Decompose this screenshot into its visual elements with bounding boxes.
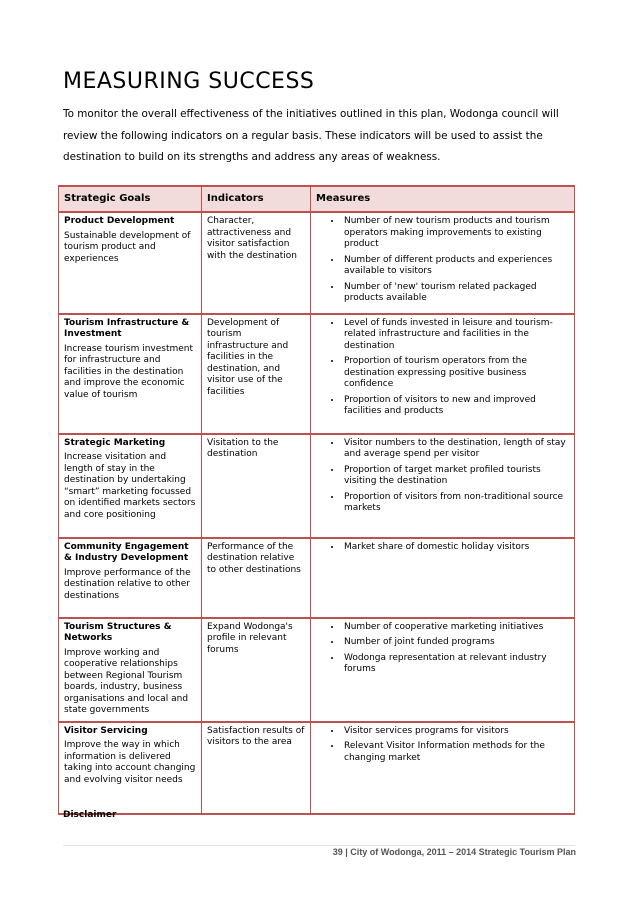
measure-item: • Relevant Visitor Information methods for the changing market bbox=[342, 741, 569, 764]
page-title: MEASURING SUCCESS bbox=[63, 69, 315, 94]
goal-title: Strategic Marketing bbox=[64, 437, 166, 448]
measure-item: • Proportion of visitors from non-traditional source markets bbox=[342, 492, 569, 515]
goal-title: Product Development bbox=[64, 216, 175, 226]
table-row bbox=[59, 618, 575, 722]
indicator-cell: Visitation to the destination bbox=[202, 434, 311, 538]
goal-description: Sustainable development of tourism product and experiences bbox=[64, 230, 191, 264]
measure-item: • Proportion of visitors to new and improved facilities and products bbox=[342, 395, 569, 418]
measures-cell bbox=[311, 314, 575, 434]
measures-list bbox=[316, 318, 569, 418]
measure-item: • Number of new tourism products and tourism operators making improvements to existing product bbox=[342, 216, 569, 251]
measure-item: • Number of different products and experiences available to visitors bbox=[342, 255, 569, 278]
header-measures: Measures bbox=[311, 186, 575, 212]
measure-item: • Number of cooperative marketing initiatives bbox=[342, 622, 569, 634]
goal-description: Improve the way in which information is delivered taking into account changing and evolving visitor needs bbox=[64, 740, 196, 785]
page-footer: 39 | City of Wodonga, 2011 – 2014 Strategic Tourism Plan bbox=[332, 847, 576, 857]
indicator-cell: Performance of the destination relative to other destinations bbox=[202, 538, 311, 618]
table-row bbox=[59, 434, 575, 538]
measure-item: • Proportion of target market profiled tourists visiting the destination bbox=[342, 465, 569, 488]
header-indicators: Indicators bbox=[202, 186, 311, 212]
goal-description: Improve performance of the destination relative to other destinations bbox=[64, 567, 191, 601]
indicator-cell: Development of tourism infrastructure and facilities in the destination, and visitor use of the facilities bbox=[202, 314, 311, 434]
measures-cell bbox=[311, 538, 575, 618]
measures-list bbox=[316, 438, 569, 515]
measure-item: • Proportion of tourism operators from the destination expressing positive business confidence bbox=[342, 356, 569, 391]
goal-title: Visitor Servicing bbox=[64, 725, 148, 736]
goal-cell bbox=[59, 538, 202, 618]
goal-title: Community Engagement & Industry Development bbox=[64, 541, 189, 563]
measure-item: • Level of funds invested in leisure and tourism-related infrastructure and facilities in the destination bbox=[342, 318, 569, 353]
measures-list bbox=[316, 622, 569, 676]
measures-cell bbox=[311, 618, 575, 722]
intro-paragraph: To monitor the overall effectiveness of the initiatives outlined in this plan, Wodonga council will review the following indicators on a regular basis. These indicators will be used to assist the destination to build on its strengths and address any areas of weakness. bbox=[63, 108, 559, 163]
goal-description: Increase tourism investment for infrastructure and facilities in the destination and improve the economic value of tourism bbox=[64, 343, 194, 400]
goal-title: Tourism Structures & Networks bbox=[64, 621, 172, 643]
measure-item: • Market share of domestic holiday visitors bbox=[342, 542, 569, 554]
indicator-cell: Character, attractiveness and visitor satisfaction with the destination bbox=[202, 212, 311, 314]
measures-cell bbox=[311, 434, 575, 538]
table-header-row bbox=[59, 186, 575, 212]
goal-cell bbox=[59, 618, 202, 722]
measures-list bbox=[316, 542, 569, 554]
table-row bbox=[59, 314, 575, 434]
measures-table bbox=[58, 185, 575, 815]
indicator-cell: Expand Wodonga's profile in relevant forums bbox=[202, 618, 311, 722]
goal-cell bbox=[59, 722, 202, 814]
measure-item: • Number of joint funded programs bbox=[342, 637, 569, 649]
measure-item: • Visitor services programs for visitors bbox=[342, 726, 569, 738]
table-row bbox=[59, 538, 575, 618]
goal-cell bbox=[59, 212, 202, 314]
measures-cell bbox=[311, 212, 575, 314]
indicator-cell: Satisfaction results of visitors to the area bbox=[202, 722, 311, 814]
goal-description: Increase visitation and length of stay in the destination by undertaking “smart” marketing focussed on identified markets sectors and core positioning bbox=[64, 452, 196, 520]
table-row bbox=[59, 212, 575, 314]
goal-title: Tourism Infrastructure & Investment bbox=[64, 317, 190, 339]
measure-item: • Visitor numbers to the destination, length of stay and average spend per visitor bbox=[342, 438, 569, 461]
measure-item: • Number of 'new' tourism related packaged products available bbox=[342, 282, 569, 305]
goal-cell bbox=[59, 314, 202, 434]
measures-list bbox=[316, 726, 569, 765]
footer-divider bbox=[63, 845, 575, 846]
disclaimer-heading: Disclaimer bbox=[63, 810, 117, 820]
table-row bbox=[59, 722, 575, 814]
measure-item: • Wodonga representation at relevant industry forums bbox=[342, 653, 569, 676]
measures-cell bbox=[311, 722, 575, 814]
measures-list bbox=[316, 216, 569, 305]
header-strategic-goals: Strategic Goals bbox=[59, 186, 202, 212]
goal-description: Improve working and cooperative relationships between Regional Tourism boards, industry, business organisations and local and state governments bbox=[64, 647, 189, 715]
goal-cell bbox=[59, 434, 202, 538]
